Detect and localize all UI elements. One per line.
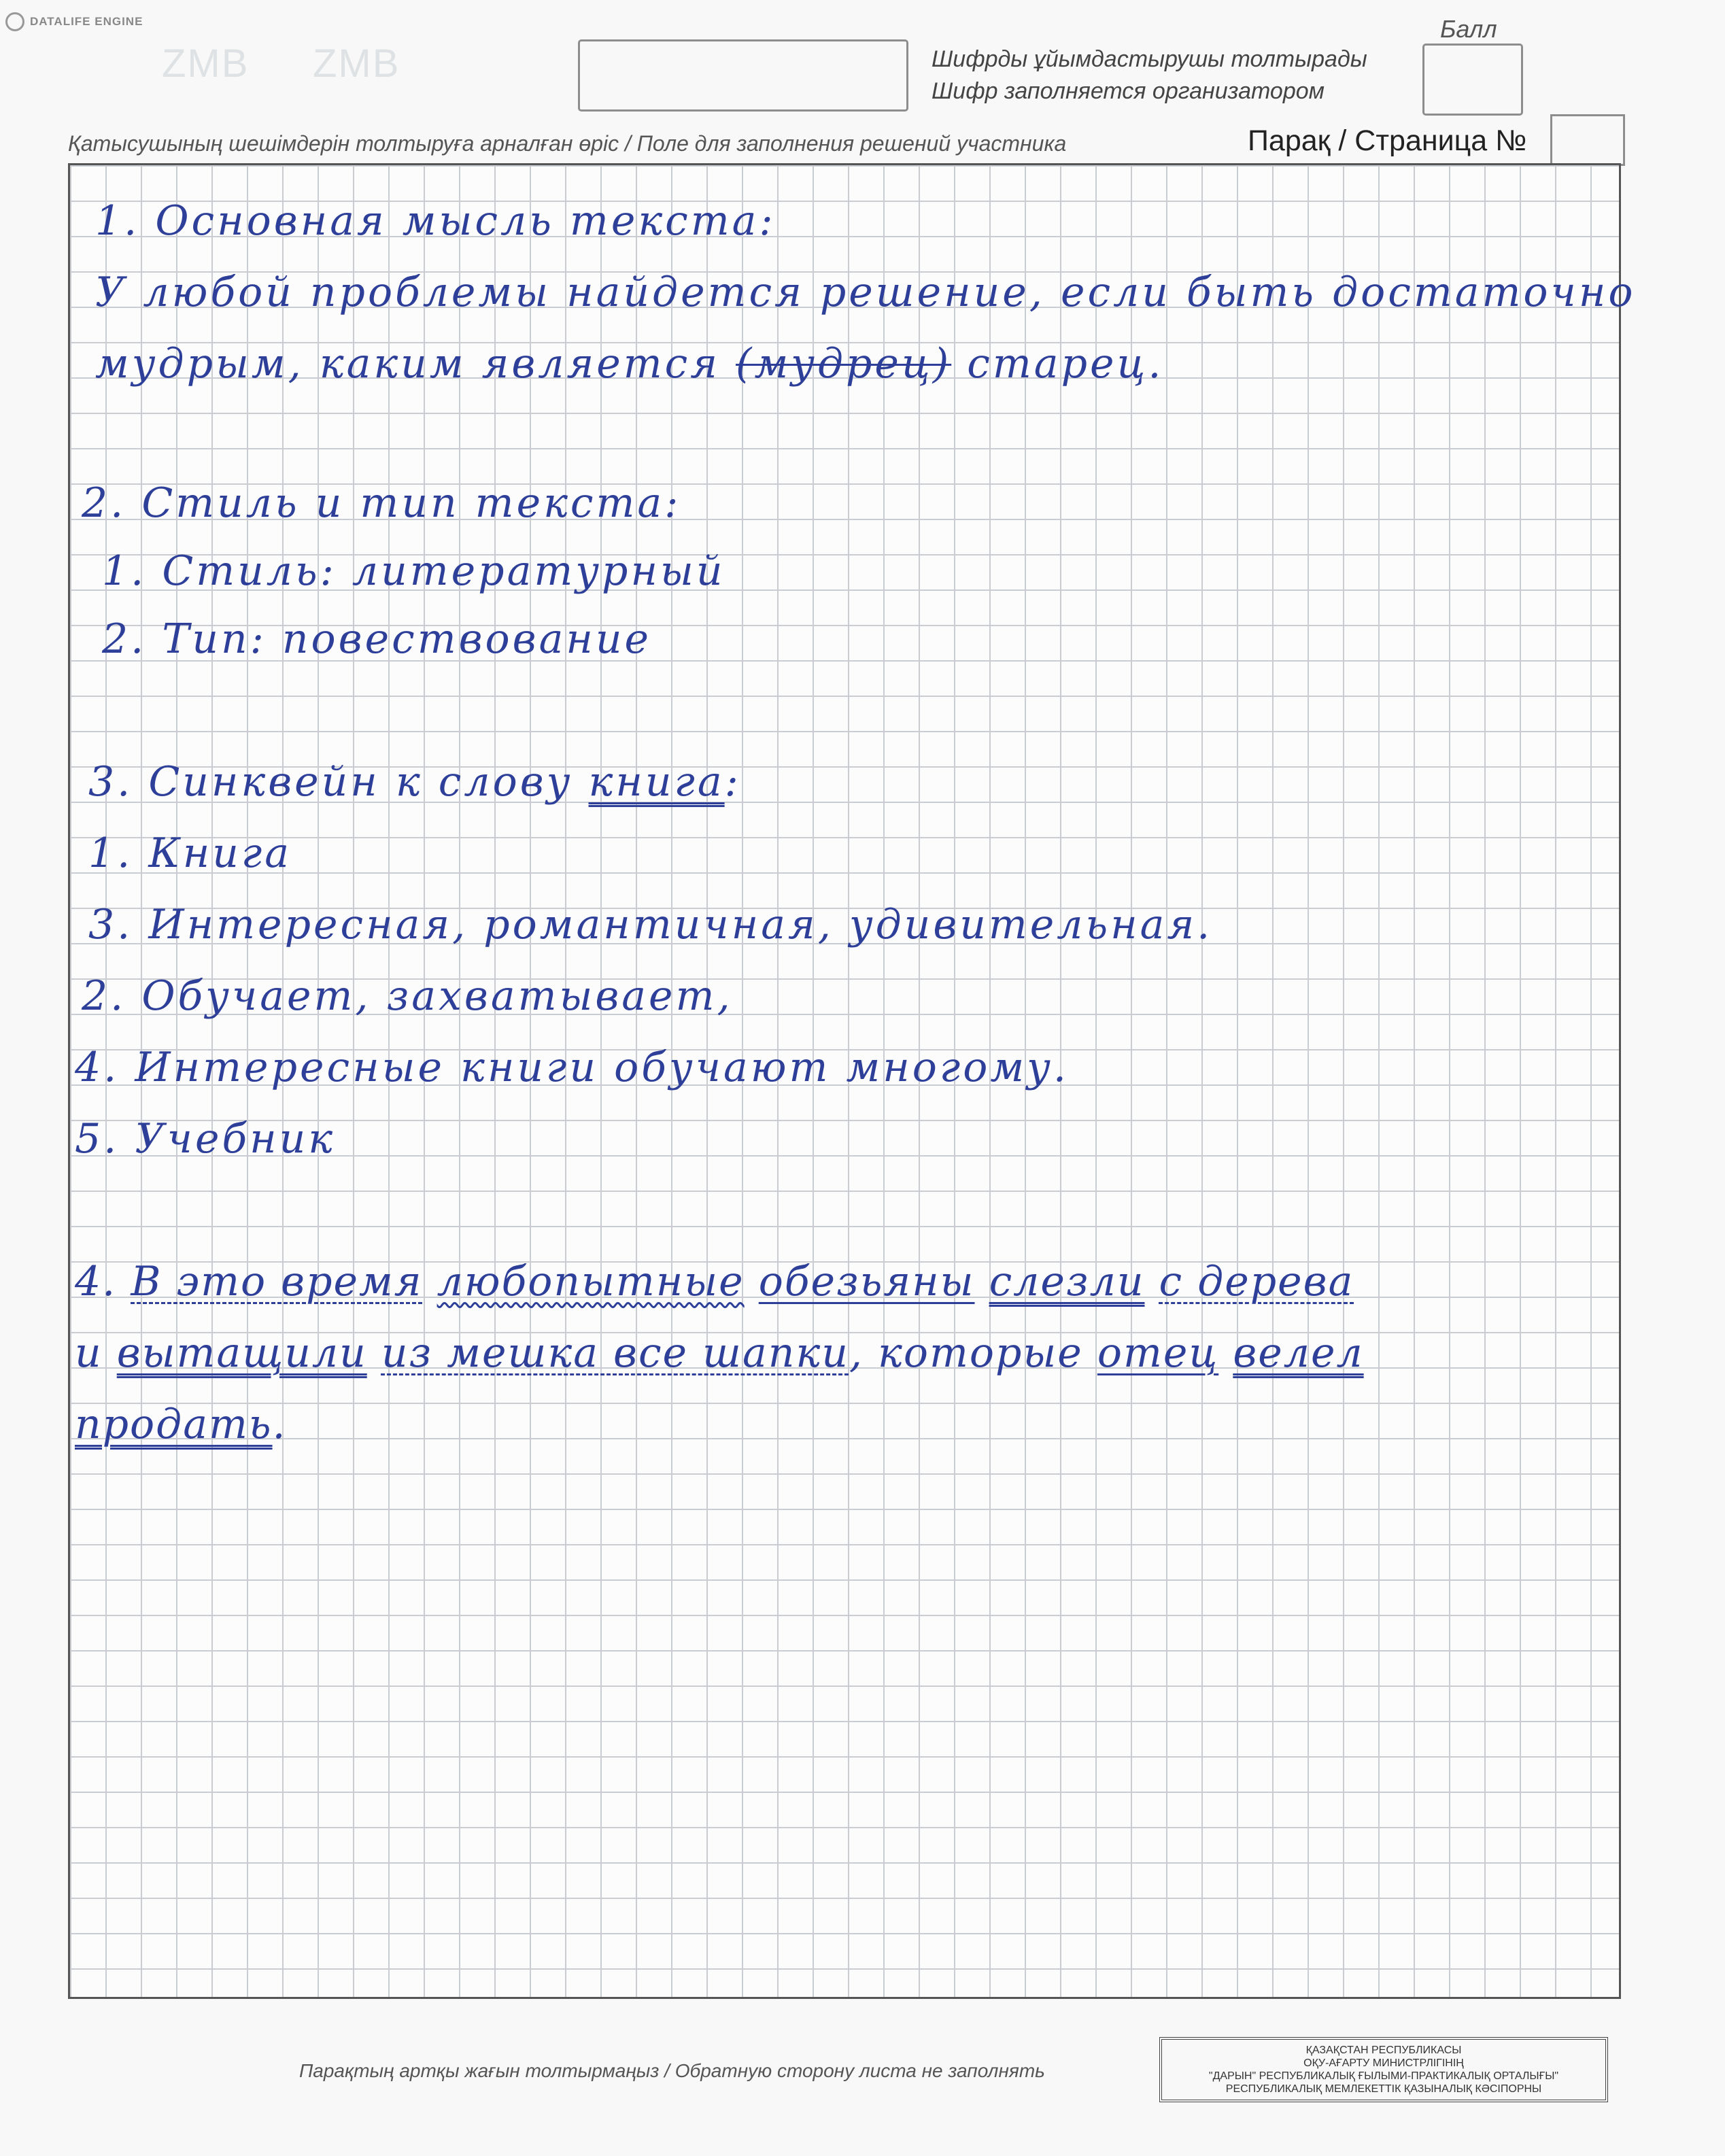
- q3-line-1: 1. Книга: [88, 829, 292, 877]
- watermark-2: ZMB: [313, 41, 400, 86]
- q2-title: 2. Стиль и тип текста:: [82, 479, 681, 527]
- cipher-label-kz: Шифрды ұйымдастырушы толтырады: [932, 46, 1367, 72]
- q1-line-2: [95, 340, 1163, 388]
- q1-line-2b: старец.: [967, 340, 1164, 388]
- q3-line-2: 3. Интересная, романтичная, удивительная.: [88, 901, 1213, 948]
- q4-predicate-4: продать: [75, 1401, 273, 1448]
- page-number-label: Парақ / Страница №: [1248, 124, 1527, 157]
- q3-line-4: 4. Интересные книги обучают многому.: [75, 1044, 1069, 1091]
- organization-stamp: [1159, 2037, 1608, 2102]
- logo-text: DATALIFE ENGINE: [30, 15, 143, 28]
- q4-attribute: любопытные: [437, 1258, 745, 1305]
- q4-predicate-3: велел: [1233, 1329, 1364, 1377]
- q3-title: [88, 758, 741, 806]
- q4-predicate-2: вытащили: [116, 1329, 367, 1377]
- q3-line-3: 2. Обучает, захватывает,: [82, 972, 733, 1020]
- q4-adverbial-1: В это время: [131, 1258, 423, 1305]
- q4-number: 4.: [75, 1258, 117, 1305]
- stamp-line-1: ҚАЗАҚСТАН РЕСПУБЛИКАСЫ: [1305, 2044, 1462, 2056]
- q4-adverbial-2: с дерева: [1159, 1258, 1354, 1305]
- q4-line-2: [75, 1329, 1364, 1377]
- q4-conj: и: [75, 1329, 103, 1377]
- q4-line-1: [75, 1258, 1354, 1305]
- q1-title: 1. Основная мысль текста:: [95, 197, 776, 245]
- score-box[interactable]: [1422, 44, 1523, 116]
- stamp-line-3: "ДАРЫН" РЕСПУБЛИКАЛЫҚ ҒЫЛЫМИ-ПРАКТИКАЛЫҚ ОРТАЛЫҒЫ": [1208, 2070, 1559, 2082]
- watermark-1: ZMB: [162, 41, 250, 86]
- q1-crossed-word: (мудрец): [736, 340, 952, 388]
- q2-style: 1. Стиль: литературный: [102, 547, 725, 595]
- q4-predicate-1: слезли: [989, 1258, 1145, 1305]
- q3-title-word: книга: [588, 758, 725, 806]
- logo-icon: [5, 12, 24, 31]
- q3-title-b: :: [724, 758, 741, 806]
- page-number-box[interactable]: [1550, 114, 1625, 166]
- stamp-line-2: ОҚУ-АҒАРТУ МИНИСТРЛІГІНІҢ: [1303, 2057, 1464, 2069]
- site-logo: [5, 12, 143, 31]
- q1-line-1: У любой проблемы найдется решение, если быть достаточно: [95, 269, 1636, 316]
- q4-subject-2: отец: [1097, 1329, 1219, 1377]
- cipher-box[interactable]: [578, 39, 908, 112]
- q1-line-2a: мудрым, каким является: [95, 340, 720, 388]
- cipher-label-ru: Шифр заполняется организатором: [932, 78, 1325, 104]
- footer-note: Парақтың артқы жағын толтырмаңыз / Обратную сторону листа не заполнять: [299, 2060, 1045, 2081]
- q4-adverbial-3: из мешка все шапки: [381, 1329, 849, 1377]
- field-label: Қатысушының шешімдерін толтыруға арналған өріс / Поле для заполнения решений участника: [68, 131, 1067, 156]
- score-label: Балл: [1440, 15, 1497, 43]
- q3-title-a: 3. Синквейн к слову: [88, 758, 573, 806]
- q2-type: 2. Тип: повествование: [102, 615, 652, 663]
- q4-which: , которые: [849, 1329, 1083, 1377]
- q4-end: .: [272, 1401, 287, 1448]
- q3-line-5: 5. Учебник: [75, 1115, 336, 1163]
- q4-subject: обезьяны: [758, 1258, 975, 1305]
- q4-line-3: [75, 1401, 287, 1448]
- stamp-line-4: РЕСПУБЛИКАЛЫҚ МЕМЛЕКЕТТІК ҚАЗЫНАЛЫҚ КӘСІПОРНЫ: [1225, 2083, 1542, 2095]
